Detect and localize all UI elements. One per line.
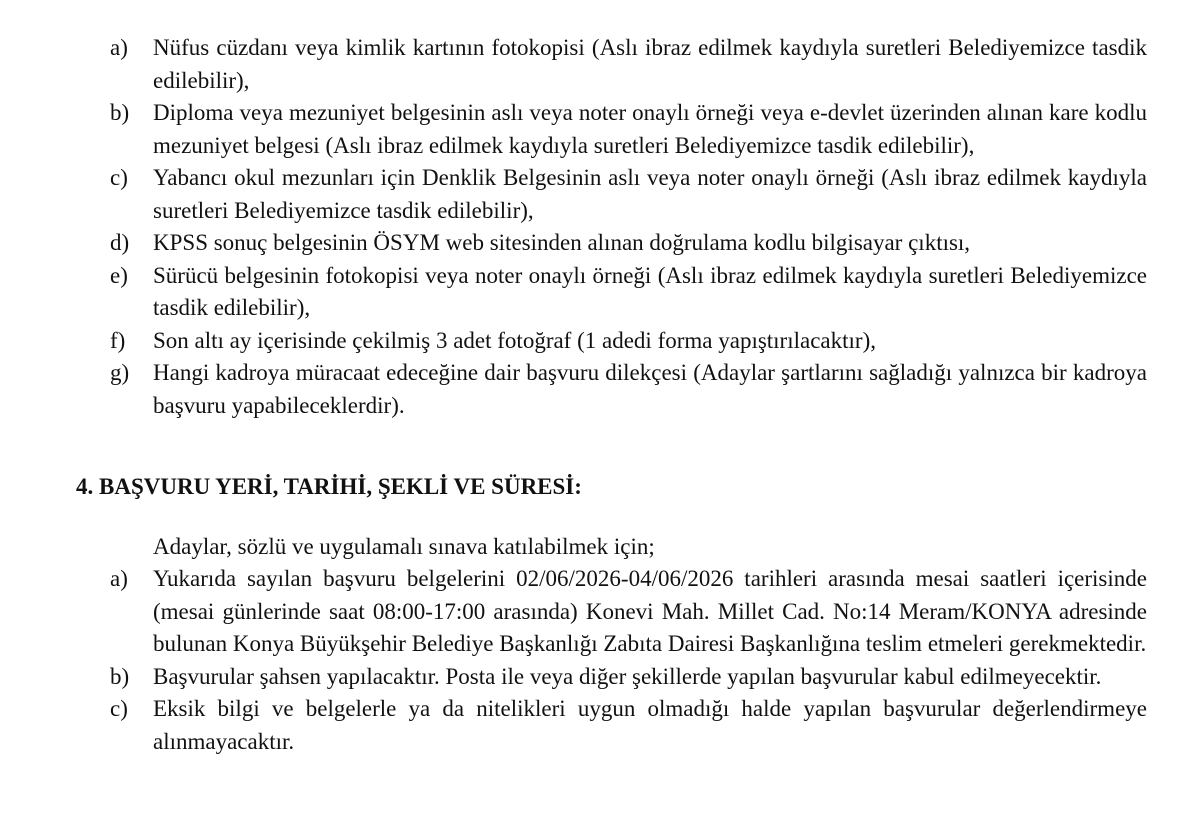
list-marker: b) xyxy=(110,100,130,125)
list-marker: f) xyxy=(110,327,126,353)
list-item-text: Yukarıda sayılan başvuru belgelerini 02/06/2026-04/06/2026 tarihleri arasında mesai saatleri içerisinde (mesai günlerinde saat 08:00-17:00 arasında) Konevi Mah. Millet Cad. No:14 Meram/KONYA adresinde bulunan Konya Büyükşehir Belediye Başkanlığı Zabıta Dairesi Başkanlığına teslim etmeleri gerekmektedir. xyxy=(153,566,1147,656)
list-item xyxy=(110,97,1147,162)
list-marker: e) xyxy=(110,262,128,288)
list-marker: c) xyxy=(110,165,128,190)
list-item-text: Son altı ay içerisinde çekilmiş 3 adet fotoğraf (1 adedi forma yapıştırılacaktır), xyxy=(153,327,876,353)
list-marker: a) xyxy=(110,566,128,591)
list-marker: b) xyxy=(110,663,130,689)
list-item-text: Nüfus cüzdanı veya kimlik kartının fotokopisi (Aslı ibraz edilmek kaydıyla suretleri Belediyemizce tasdik edilebilir), xyxy=(153,35,1147,93)
list-item-text: Başvurular şahsen yapılacaktır. Posta ile veya diğer şekillerde yapılan başvurular kabul edilmeyecektir. xyxy=(153,663,1102,689)
list-item xyxy=(110,325,1147,358)
list-item xyxy=(110,661,1147,694)
list-item-text: Yabancı okul mezunları için Denklik Belgesinin aslı veya noter onaylı örneği (Aslı ibraz edilmek kaydıyla suretleri Belediyemizce tasdik edilebilir), xyxy=(153,165,1147,223)
list-item xyxy=(110,357,1147,422)
list-item xyxy=(110,227,1147,260)
list-marker: g) xyxy=(110,360,130,385)
list-item-text: Eksik bilgi ve belgelerle ya da nitelikleri uygun olmadığı halde yapılan başvurular değerlendirmeye alınmayacaktır. xyxy=(153,696,1147,754)
application-rules-list xyxy=(110,563,1147,758)
section-heading: 4. BAŞVURU YERİ, TARİHİ, ŞEKLİ VE SÜRESİ: xyxy=(76,474,582,499)
list-item xyxy=(110,32,1147,97)
list-marker: c) xyxy=(110,696,128,721)
section-intro: Adaylar, sözlü ve uygulamalı sınava katılabilmek için; xyxy=(153,534,655,559)
list-item xyxy=(110,693,1147,758)
list-marker: d) xyxy=(110,230,130,255)
required-documents-list xyxy=(110,32,1147,422)
list-item xyxy=(110,563,1147,661)
list-item xyxy=(110,162,1147,227)
list-marker: a) xyxy=(110,35,128,60)
list-item-text: Hangi kadroya müracaat edeceğine dair başvuru dilekçesi (Adaylar şartlarını sağladığı yalnızca bir kadroya başvuru yapabileceklerdir). xyxy=(153,360,1147,418)
list-item-text: Diploma veya mezuniyet belgesinin aslı veya noter onaylı örneği veya e-devlet üzerinden alınan kare kodlu mezuniyet belgesi (Aslı ibraz edilmek kaydıyla suretleri Belediyemizce tasdik edilebilir), xyxy=(153,100,1147,158)
list-item-text: KPSS sonuç belgesinin ÖSYM web sitesinden alınan doğrulama kodlu bilgisayar çıktısı, xyxy=(153,230,971,255)
list-item-text: Sürücü belgesinin fotokopisi veya noter onaylı örneği (Aslı ibraz edilmek kaydıyla suretleri Belediyemizce tasdik edilebilir), xyxy=(153,262,1147,320)
list-item xyxy=(110,260,1147,325)
